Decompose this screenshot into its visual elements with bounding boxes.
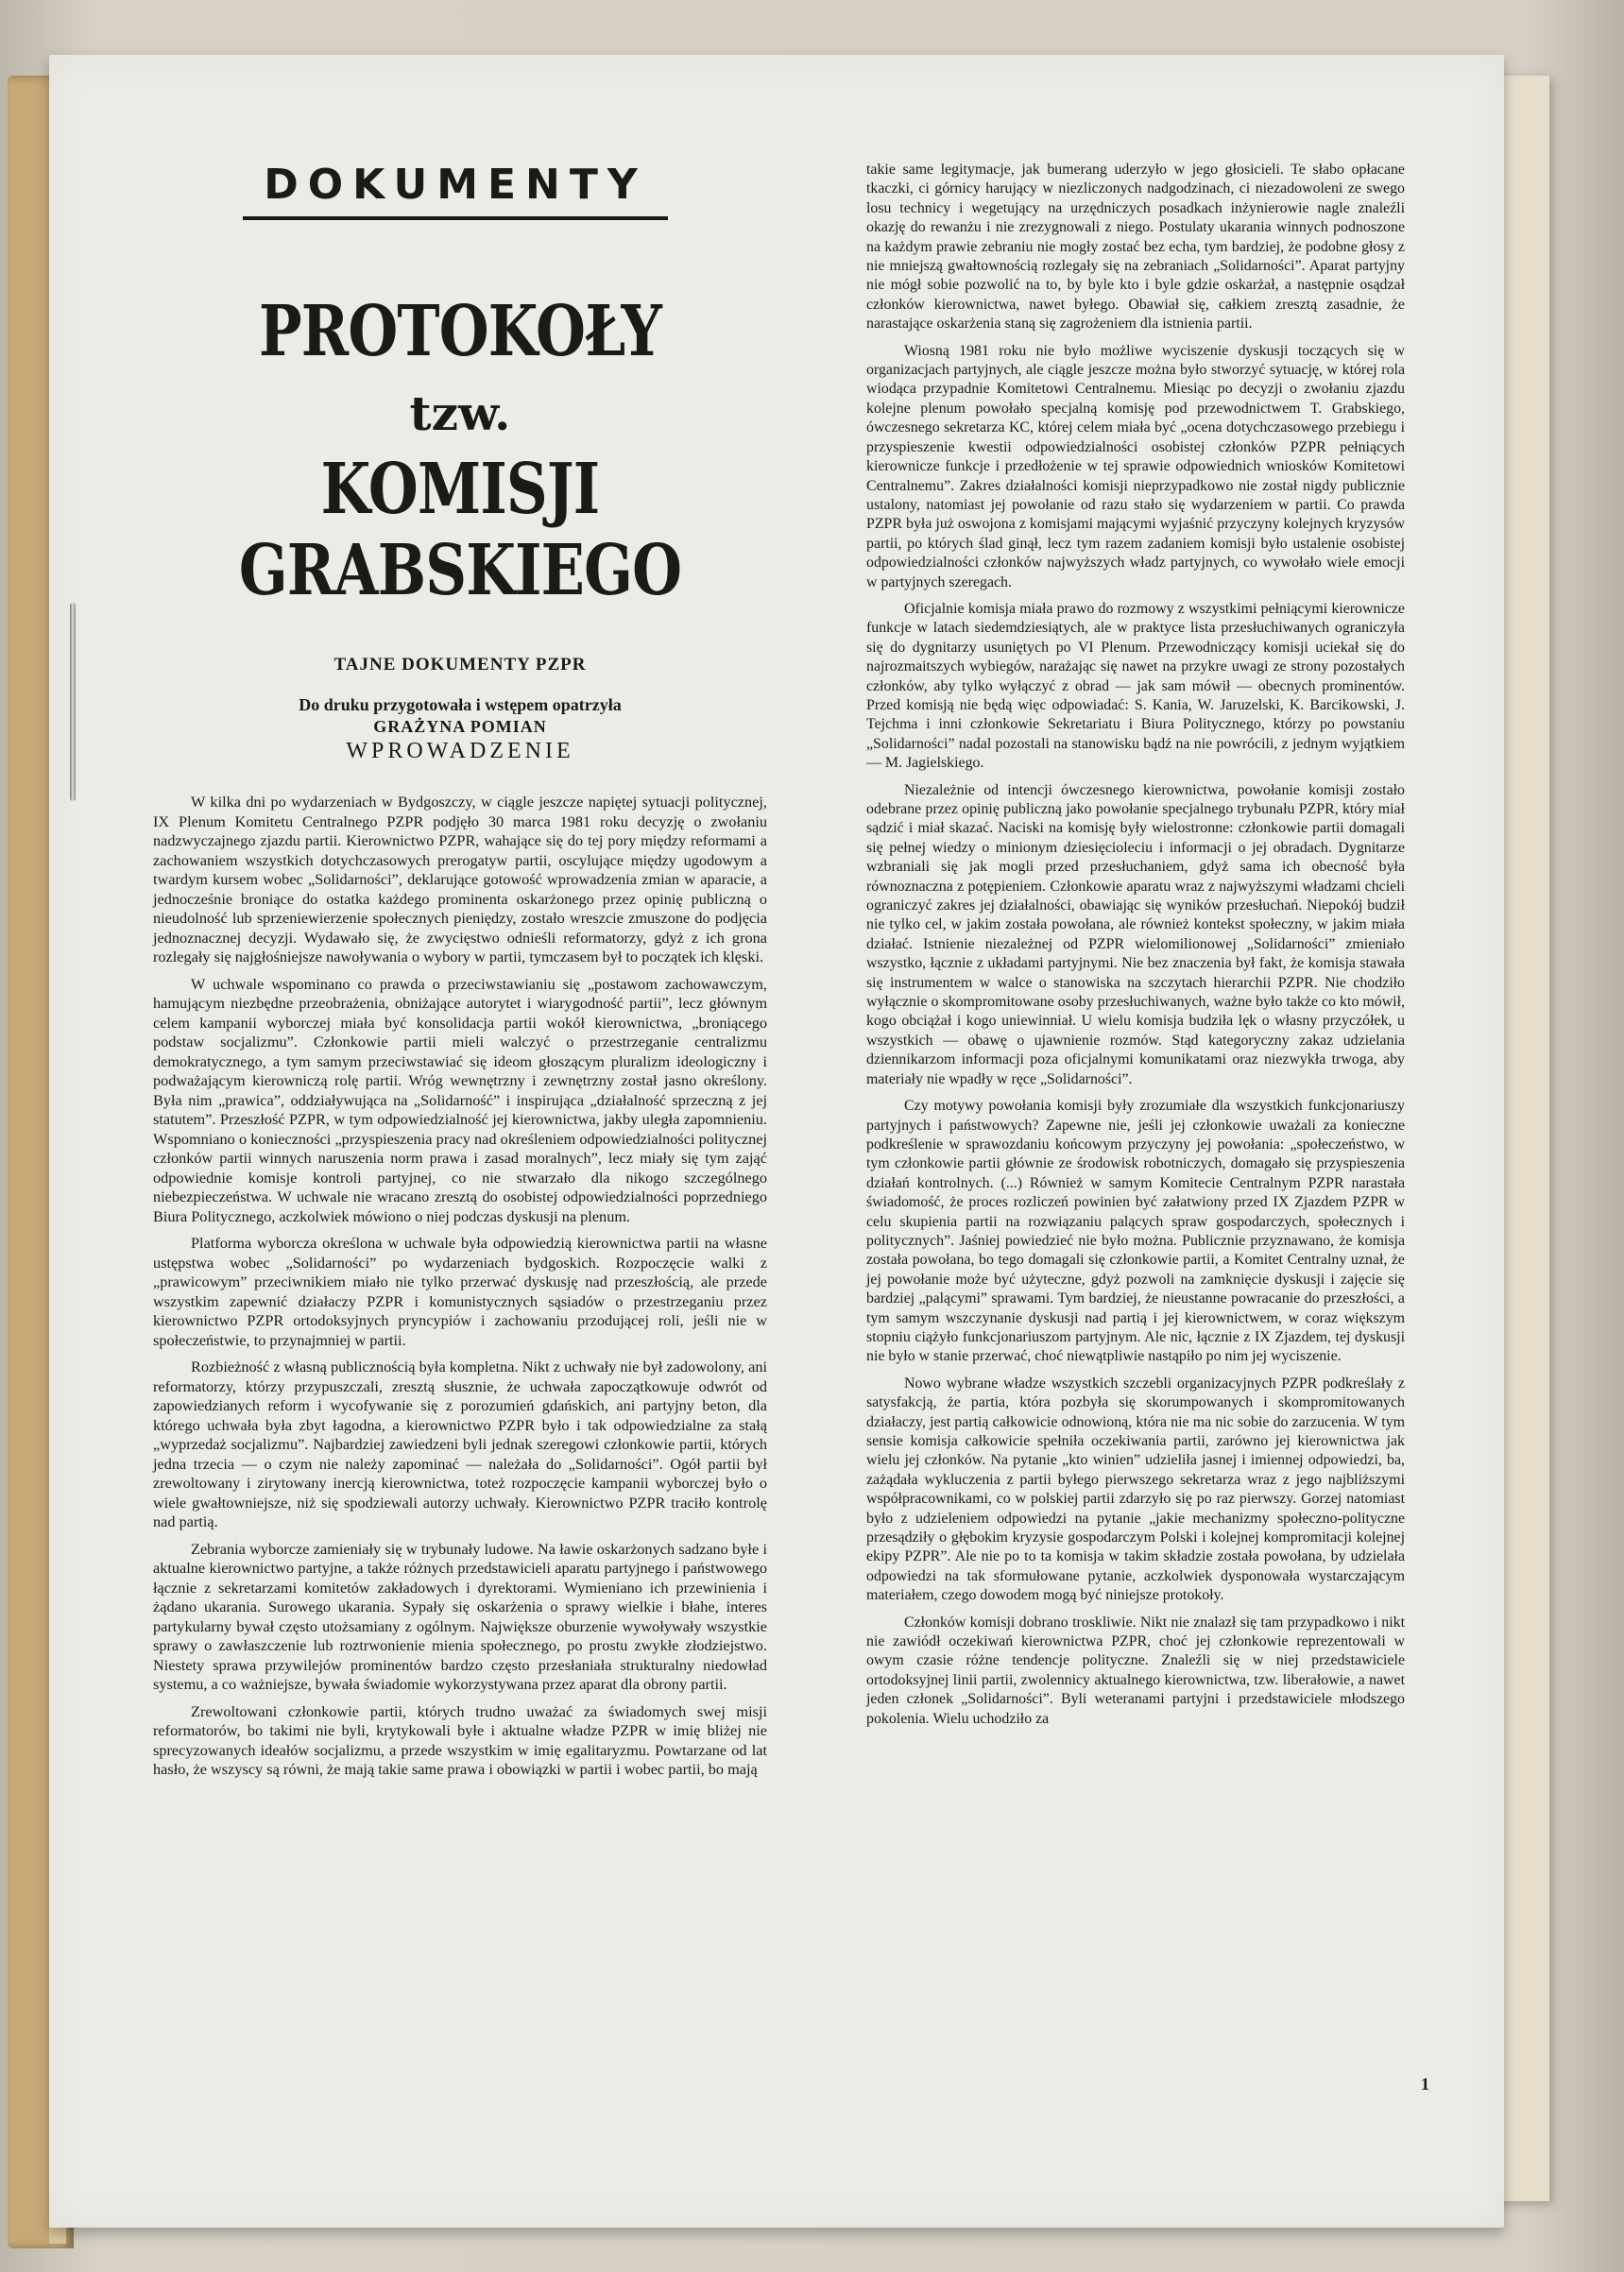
paragraph: Platforma wyborcza określona w uchwale była odpowiedzią kierownictwa partii na własne ustępstwa wobec „Solidarności” po wydarzeniach bydgoskich. Rozpoczęcie walki z „prawicowym” przeciwnikiem miało nie tylko przerwać dyskusję nad przeszłością, ale przede wszystkim zapewnić działaczy PZPR i komunistycznych sąsiadów o przestrzeganiu przez kierownictwo PZPR ortodoksyjnych pryncypiów i zachowaniu przodującej roli, jeśli nie w społeczeństwie, to przynajmniej w partii. <box>153 1234 767 1349</box>
page-number: 1 <box>1421 2075 1429 2093</box>
subtitle: TAJNE DOKUMENTY PZPR <box>333 655 587 675</box>
right-column <box>866 161 1405 1729</box>
right-body-text <box>866 161 1405 1729</box>
title-line-3: KOMISJI GRABSKIEGO <box>238 449 682 611</box>
credit-name: GRAŻYNA POMIAN <box>373 717 547 736</box>
left-body-text <box>153 793 767 1780</box>
paragraph: takie same legitymacje, jak bumerang uderzyło w jego głosicieli. Te słabo opłacane tkaczki, ci górnicy harujący w niezliczonych nadgodzinach, ci niezadowoleni ze swego losu technicy i wegetujący na urzędniczych posadkach inżynierowie nagle znaleźli okazję do rewanżu i nie zrezygnowali z niego. Postulaty ukarania winnych podnoszone na każdym prawie zebraniu nie mogły zostać bez echa, tym bardziej, że podobne głosy z nie mniejszą gwałtownością rozlegały się na zebraniach „Solidarności”. Aparat partyjny nie mógł sobie pozwolić na to, by byle kto i byle gdzie oskarżał, a następnie osądzał członków kierownictwa, nawet byłego. Obawiał się, całkiem zresztą zasadnie, że narastające oskarżenia staną się zagrożeniem dla istnienia partii. <box>866 162 1405 333</box>
credit-line: Do druku przygotowała i wstępem opatrzyła <box>299 695 622 714</box>
left-column <box>153 161 767 1780</box>
title-line-2: tzw. <box>409 385 511 441</box>
paragraph: Rozbieżność z własną publicznością była kompletna. Nikt z uchwały nie był zadowolony, ani reformatorzy, którzy przypuszczali, zresztą słusznie, że uchwała zapoczątkowuje odwrót od zapowiedzianych reform i wycofywanie się z porozumień gdańskich, ani partyjny beton, dla którego uchwała była zbyt łagodna, a kierownictwo PZPR było i tak odpowiedzialne za stałą „wyprzedaż socjalizmu”. Najbardziej zawiedzeni byli jednak szeregowi członkowie partii, których jedna trzecia — o czym nie należy zapominać — należała do „Solidarności”. Ogół partii był zrewoltowany i zirytowany inercją kierownictwa, toteż rozpoczęcie kampanii wyborczej było o wiele gwałtowniejsze, niż się spodziewali autorzy uchwały. Kierownictwo PZPR traciło kontrolę nad partią. <box>153 1358 767 1530</box>
staple-icon <box>70 603 76 801</box>
title-line-1: PROTOKOŁY <box>258 291 662 372</box>
section-kicker: DOKUMENTY <box>243 161 668 220</box>
paragraph: Zebrania wyborcze zamieniały się w trybunały ludowe. Na ławie oskarżonych sadzano byłe i aktualne kierownictwo partyjne, a także różnych przedstawicieli aparatu partyjnego i państwowego łącznie z sekretarzami komitetów zakładowych i dyrektorami. Wymieniano ich przewinienia i żądano ukarania. Surowego ukarania. Sypały się oskarżenia o sprawy wielkie i błahe, interes partykularny bywał często utożsamiany z ogólnym. Największe oburzenie wywoływały wszystkie sprawy o zawłaszczenie lub roztrwonienie mienia społecznego, po prostu zwykłe złodziejstwo. Niestety sprawa przywilejów prominentów bardzo często przesłaniała strukturalny niedowład systemu, a co ważniejsze, bywała świadomie wykorzystywana przez aparat dla obrony partii. <box>153 1539 767 1693</box>
paragraph: Nowo wybrane władze wszystkich szczebli organizacyjnych PZPR podkreślały z satysfakcją, że partia, która pozbyła się skorumpowanych i skompromitowanych działaczy, jest partią całkowicie odnowioną, która nie ma nic sobie do zarzucenia. W tym sensie komisja całkowicie spełniła oczekiwania partii, zarówno jej kierownictwa jak wielu jej członków. Na pytanie „kto winien” udzieliła jasnej i imiennej odpowiedzi, ba, zażądała wykluczenia z partii byłego pierwszego sekretarza wraz z jego najbliższymi współpracownikami, co w polskiej partii zdarzyło się po raz pierwszy. Gorzej natomiast było z udzieleniem odpowiedzi na pytanie „jakie mechanizmy społeczno-polityczne przesądziły o głębokim kryzysie gospodarczym Polski i kolejnej kompromitacji kolejnej ekipy PZPR”. Ale nie po to ta komisja w takim składzie została powołana, by udzielała odpowiedzi na tak sformułowane pytanie, aczkolwiek dysponowała wystarczającym materiałem, czego dowodem mogą być niniejsze protokoły. <box>866 1375 1405 1604</box>
paragraph: Niezależnie od intencji ówczesnego kierownictwa, powołanie komisji zostało odebrane przez opinię publiczną jako powołanie specjalnego trybunału PZPR, który miał sądzić i miał skazać. Naciski na komisję były wielostronne: członkowie partii domagali się pełnej wiedzy o minionym dziesięcioleciu i informacji o jej obradach. Dygnitarze wzbraniali się jak mogli przed przesłuchaniem, gdyż sama ich obecność była równoznaczna z potępieniem. Członkowie aparatu wraz z najwyższymi władzami chcieli ograniczyć zakres jej działalności, obawiając się wyników przesłuchań. Niepokój budził nie tylko cel, w jakim została powołana, ale również kontekst społeczny, w jakim miała działać. Istnienie niezależnej od PZPR wielomilionowej „Solidarności” zmieniało wszystko, łącznie z układami partyjnymi. Nie bez znaczenia był fakt, że komisja stawała się instrumentem w walce o stanowiska na szczytach hierarchii PZPR. Nie chodziło wyłącznie o skompromitowane osoby przesłuchiwanych, ważne było także co kto mówił, kogo obciążał i kogo uniewinniał. U wielu komisja budziła lęk o własny przyczółek, u wszystkich — obawę o ujawnienie rozmów. Stąd kategoryczny zakaz udzielania dziennikarzom informacji poza oficjalnymi komunikatami oraz niezwykła trwoga, aby materiały nie wpadły w ręce „Solidarności”. <box>866 781 1405 1087</box>
paragraph: W uchwale wspominano co prawda o przeciwstawianiu się „postawom zachowawczym, hamującym niezbędne przeobrażenia, obniżające autorytet i wiarygodność partii”, lecz głównym celem kampanii wyborczej miała być konsolidacja partii wokół kierownictwa, „broniącego podstaw socjalizmu”. Członkowie partii mieli walczyć o przestrzeganie centralizmu demokratycznego, a tym samym przeciwstawiać się ideom głoszącym pluralizm ideologiczny i podważającym kierowniczą rolę partii. Wróg wewnętrzny i zewnętrzny został jasno określony. Była nim „prawica”, oddziaływująca na „Solidarność” i inspirująca „działalność sprzeczną z jej statutem”. Przeszłość PZPR, w tym odpowiedzialność jej kierownictwa, jakby uległa zapomnieniu. Wspomniano o konieczności „przyspieszenia pracy nad określeniem odpowiedzialności politycznej członków partii winnych naruszenia norm prawa i zasad moralnych”, lecz miały się tym zająć odpowiednie komisje kontroli partyjnej, co nie stwarzało dla nikogo szczególnego niebezpieczeństwa. W uchwale nie wracano zresztą do osobistej odpowiedzialności poprzedniego Biura Politycznego, aczkolwiek mówiono o niej podczas dyskusji na plenum. <box>153 974 767 1225</box>
section-heading: WPROWADZENIE <box>346 739 574 763</box>
paragraph: Zrewoltowani członkowie partii, których trudno uważać za świadomych swej misji reformatorów, bo takimi nie byli, krytykowali byłe i aktualne władze PZPR w imię bliżej nie sprecyzowanych ideałów socjalizmu, a przede wszystkim w imię egalitaryzmu. Powtarzane od lat hasło, że wszyscy są równi, że mają takie same prawa i obowiązki w partii i wobec partii, bo mają <box>153 1701 767 1778</box>
paragraph: Oficjalnie komisja miała prawo do rozmowy z wszystkimi pełniącymi kierownicze funkcje w latach siedemdziesiątych, ale w praktyce lista przesłuchiwanych ograniczyła się do dygnitarzy usuniętych po VI Plenum. Przewodniczący komisji uciekał się do najrozmaitszych wybiegów, narażając się nawet na przykre uwagi ze strony pozostałych członków, aby tylko wyłączyć z obrad — jak sam mówił — obecnych prominentów. Przed komisją nie będą więc odpowiadać: S. Kania, W. Jaruzelski, K. Barcikowski, J. Tejchma i inni członkowie Sekretariatu i Biura Politycznego, którzy po powstaniu „Solidarności” nadal pozostali na stanowisku bądź na nie powrócili, z jednym wyjątkiem — M. Jagielskiego. <box>866 600 1405 772</box>
paragraph: Członków komisji dobrano troskliwie. Nikt nie znalazł się tam przypadkowo i nikt nie zawiódł oczekiwań kierownictwa PZPR, choć jej członkowie reprezentowali w owym czasie różne tendencje polityczne. Znaleźli się w niej przedstawiciele ortodoksyjnej linii partii, zwolennicy aktualnego kierownictwa, tzw. liberałowie, a nawet jeden członek „Solidarności”. Byli weteranami partyjni i przedstawiciele młodszego pokolenia. Wielu uchodziło za <box>866 1614 1405 1727</box>
paragraph: W kilka dni po wydarzeniach w Bydgoszczy, w ciągle jeszcze napiętej sytuacji politycznej, IX Plenum Komitetu Centralnego PZPR podjęło 30 marca 1981 roku decyzję o zwołaniu nadzwyczajnego zjazdu partii. Kierownictwo PZPR, wahające się do tej pory między reformami a zachowaniem wszystkich dotychczasowych prerogatyw partii, oscylujące między ugodowym a twardym kursem wobec „Solidarności”, deklarujące gotowość wprowadzenia zmian w aparacie, a jednocześnie broniące do ostatka każdego prominenta oskarżonego przez opinię publiczną o nieudolność lub sprzeniewierzenie społecznych pieniędzy, zostało wreszcie zmuszone do podjęcia jednoznacznej decyzji. Wydawało się, że zwycięstwo odnieśli reformatorzy, gdyż z ich grona rozlegały się najgłośniejsze nawoływania o wybory w partii, tymczasem był to początek ich klęski. <box>153 793 767 965</box>
document-page <box>49 55 1504 2228</box>
paragraph: Wiosną 1981 roku nie było możliwe wyciszenie dyskusji toczących się w organizacjach partyjnych, ale ciągle jeszcze można było stworzyć sytuację, w której rola wiodąca przypadnie Komitetowi Centralnemu. Miesiąc po decyzji o zwołaniu zjazdu kolejne plenum powołało specjalną komisję pod przewodnictwem T. Grabskiego, ówczesnego sekretarza KC, której celem miała być „ocena dotychczasowego przebiegu i przyspieszenie kwestii odpowiedzialności osobistej członków PZPR pełniących kierownicze funkcje i przedłożenie w tej sprawie odpowiednich wniosków Komitetowi Centralnemu”. Zakres działalności komisji nieprzypadkowo nie został nigdy publicznie ustalony, natomiast jej powołanie od razu stało się wydarzeniem w partii. Co prawda PZPR była już oswojona z komisjami mającymi wyjaśnić przyczyny kolejnych kryzysów partii, po których ślad ginął, lecz tym razem zadaniem komisji było ustalenie osobistej odpowiedzialności członków najwyższych władz partyjnych, co wywołało wiele emocji w partyjnych szeregach. <box>866 342 1405 590</box>
paragraph: Czy motywy powołania komisji były zrozumiałe dla wszystkich funkcjonariuszy partyjnych i państwowych? Zapewne nie, jeśli jej członkowie uważali za konieczne podkreślenie w sprawozdaniu końcowym przyczyny jej powołania: „społeczeństwo, w tym członkowie partii głównie ze środowisk robotniczych, domagało się przyspieszenia działań kontrolnych. (...) Również w samym Komitecie Centralnym PZPR narastała świadomość, że proces rozliczeń powinien być załatwiony przed IX Zjazdem PZPR w celu skupienia partii na rozwiązaniu palących spraw gospodarczych, społecznych i politycznych”. Jaśniej powiedzieć nie było można. Publicznie przyznawano, że komisja została powołana, bo tego domagali się członkowie partii, a Komitet Centralny uznał, że jej powołanie może być użyteczne, gdyż pozwoli na zamknięcie dyskusji i zajęcie się bardziej „palącymi” sprawami. Tym bardziej, że nieustanne powracanie do przeszłości, a tym samym wszczynanie dyskusji nad partią i jej kierownictwem, w coraz większym stopniu ciążyło funkcjonariuszom partyjnym. Ale nic, łącznie z IX Zjazdem, tej dyskusji nie było w stanie przerwać, choć niewątpliwie nastąpiło po nim jej wyciszenie. <box>866 1098 1405 1365</box>
